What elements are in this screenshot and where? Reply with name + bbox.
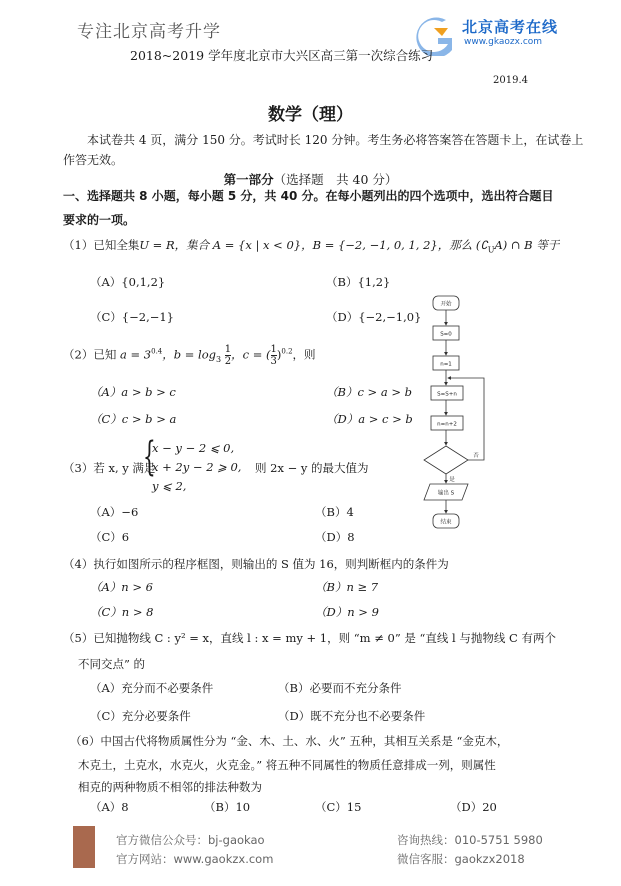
flow-output-label: 输出 S: [437, 490, 455, 497]
q4-option-d[interactable]: （D）n > 9: [315, 605, 379, 619]
footer-hotline: 咨询热线：010-5751 5980: [397, 833, 543, 847]
exam-subtitle: 2018~2019 学年度北京市大兴区高三第一次综合练习: [130, 48, 434, 63]
q1-option-d[interactable]: （D）{−2,−1,0}: [326, 310, 422, 324]
q2-b-den: 2: [224, 356, 232, 367]
q5-option-d[interactable]: （D）既不充分也不必要条件: [278, 709, 426, 723]
footer-accent-bar: [73, 826, 95, 868]
page-title: 数学（理）: [268, 105, 353, 125]
q4-option-c[interactable]: （C）n > 8: [90, 605, 154, 619]
q6-stem-line-2: 木克土，土克水，水克火，火克金。” 将五种不同属性的物质任意排成一列，则属性: [78, 758, 496, 772]
part-label: 第一部分: [223, 172, 274, 187]
site-logo[interactable]: [412, 16, 566, 56]
q3-line-3: y ⩽ 2,: [152, 479, 187, 493]
logo-text: 北京高考在线: [462, 18, 559, 36]
q2-b: ，b = log: [162, 347, 217, 362]
q6-option-a[interactable]: （A）8: [90, 800, 129, 814]
flow-s4-label: n=n+2: [437, 421, 457, 428]
q2-c-num: 1: [270, 344, 277, 355]
brand-slogan: 专注北京高考升学: [77, 22, 221, 42]
q1-option-c[interactable]: （C）{−2,−1}: [90, 310, 174, 324]
question-2-stem: （2）已知 $a = 3^{0.4}$，$b = \log_3$ $\frac{1}{2}$ ，c = ( $\frac{1}{3}$ )$^{0.2}$，则: [63, 344, 316, 367]
q6-stem-line-3: 相克的两种物质不相邻的排法种数为: [78, 780, 262, 794]
exam-notice: 本试卷共 4 页，满分 150 分。考试时长 120 分钟。考生务必将答案答在答题卡上，在试卷上作答无效。: [63, 133, 584, 167]
q1-complement-sub: U: [487, 245, 495, 255]
footer-website[interactable]: 官方网站：www.gaokzx.com: [116, 852, 274, 866]
flow-end-label: 结束: [440, 519, 452, 526]
exam-date: 2019.4: [493, 75, 528, 86]
flow-s2-label: n=1: [440, 361, 452, 368]
q4-option-b[interactable]: （B）n ≥ 7: [315, 580, 379, 594]
footer-wechat: 官方微信公众号：bj-gaokao: [116, 833, 265, 847]
q4-stem: （4）执行如图所示的程序框图，则输出的 S 值为 16，则判断框内的条件为: [63, 557, 449, 571]
q1-tail: A) ∩ B 等于: [494, 238, 560, 252]
q1-option-a[interactable]: （A）{0,1,2}: [90, 275, 166, 289]
logo-url: www.gkaozx.com: [464, 37, 543, 47]
flow-no-label: 否: [473, 453, 479, 459]
q2-c-exp: 0.2: [281, 347, 293, 356]
q2-option-a[interactable]: （A）a > b > c: [90, 385, 176, 399]
q6-option-c[interactable]: （C）15: [315, 800, 362, 814]
q2-a-exp: 0.4: [151, 347, 163, 356]
q5-option-a[interactable]: （A）充分而不必要条件: [90, 681, 214, 695]
program-flowchart: [418, 294, 508, 534]
q5-option-b[interactable]: （B）必要而不充分条件: [278, 681, 402, 695]
q3-option-a[interactable]: （A）−6: [90, 505, 139, 519]
flow-s1-label: S=0: [440, 331, 452, 338]
q2-option-d[interactable]: （D）a > c > b: [326, 412, 413, 426]
q2-number: （2）已知: [63, 347, 117, 362]
q3-option-b[interactable]: （B）4: [315, 505, 354, 519]
q2-option-b[interactable]: （B）c > a > b: [326, 385, 413, 399]
q3-option-c[interactable]: （C）6: [90, 530, 130, 544]
q6-option-b[interactable]: （B）10: [204, 800, 251, 814]
q3-stem: （3）若 x, y 满足: [63, 461, 156, 475]
flow-s3-label: S=S+n: [437, 391, 457, 398]
footer-service: 微信客服：gaokzx2018: [397, 852, 525, 866]
q2-a: a = 3: [119, 347, 152, 362]
q1-number: （1）已知全集: [63, 238, 140, 252]
q6-option-d[interactable]: （D）20: [450, 800, 497, 814]
q5-stem-line-2: 不同交点” 的: [78, 657, 146, 671]
q3-tail: 则 2x − y 的最大值为: [255, 461, 369, 475]
flow-yes-label: 是: [449, 477, 455, 483]
q2-b-num: 1: [224, 344, 232, 355]
q5-option-c[interactable]: （C）充分必要条件: [90, 709, 191, 723]
q2-c-fraction: [271, 344, 277, 367]
question-1-stem: [63, 237, 559, 254]
part-note: （选择题 共 40 分）: [273, 172, 398, 187]
q2-b-base: 3: [216, 354, 222, 364]
q4-option-a[interactable]: （A）n > 6: [90, 580, 153, 594]
q3-line-1: x − y − 2 ⩽ 0,: [152, 441, 235, 455]
q1-universe: U = R，集合 A = {x | x < 0}，B = {−2, −1, 0, 1, 2}，那么 (∁: [139, 238, 488, 252]
q2-option-c[interactable]: （C）c > b > a: [90, 412, 177, 426]
q6-stem-line-1: （6）中国古代将物质属性分为 “金、木、土、水、火” 五种，其相互关系是 “金克木，: [70, 734, 509, 748]
q3-system-brace: {: [143, 434, 156, 480]
flow-decision-diamond: [424, 446, 468, 474]
section-instructions: 一、选择题共 8 小题，每小题 5 分，共 40 分。在每小题列出的四个选项中，选出符合题目要求的一项。: [63, 189, 554, 227]
q2-tail: ，则: [292, 347, 316, 362]
q5-stem-line-1: （5）已知抛物线 C : y² = x，直线 l : x = my + 1，则 “m ≠ 0” 是 “直线 l 与抛物线 C 有两个: [63, 631, 556, 645]
q1-option-b[interactable]: （B）{1,2}: [326, 275, 391, 289]
q3-line-2: x + 2y − 2 ⩾ 0,: [152, 460, 242, 474]
q2-c: ，c = (: [231, 347, 271, 362]
q3-option-d[interactable]: （D）8: [315, 530, 355, 544]
q2-c-den: 3: [270, 356, 277, 367]
flow-start-label: 开始: [440, 301, 452, 308]
